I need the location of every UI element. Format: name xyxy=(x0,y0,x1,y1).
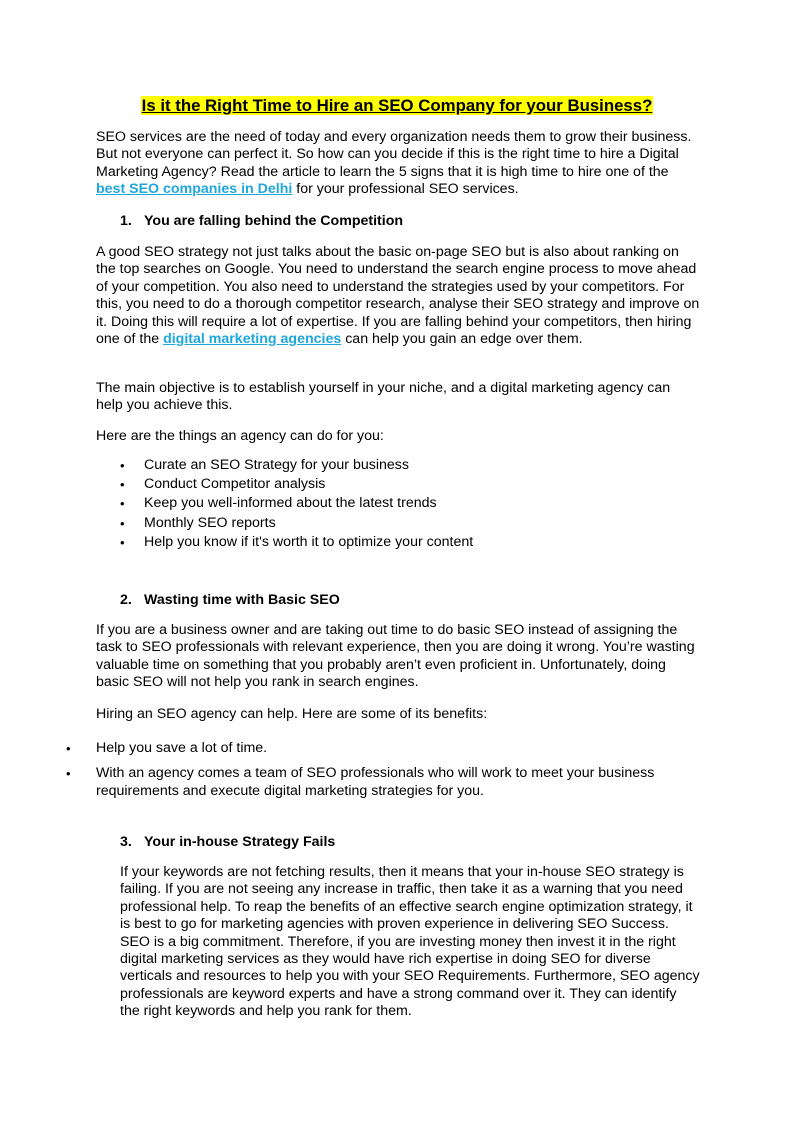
section-1-paragraph-2: The main objective is to establish yourself in your niche, and a digital marketing agency can help you achieve this. xyxy=(96,380,671,414)
section-3-heading xyxy=(120,834,335,851)
section-1-number: 1. xyxy=(120,213,132,229)
bullet-icon: • xyxy=(66,766,71,782)
intro-text: SEO services are the need of today and every organization needs them to grow their business. But not everyone can perfect it. So how can you decide if this is the right time to hire a Digital Marketing Agency? Read the article to learn the 5 signs that it is high time to hire one of the xyxy=(96,129,692,180)
bullet-icon: • xyxy=(120,496,125,512)
section-2-title: Wasting time with Basic SEO xyxy=(144,592,340,608)
list-item-text: Help you save a lot of time. xyxy=(96,740,268,756)
list-item xyxy=(120,456,680,475)
best-seo-companies-link[interactable]: best SEO companies in Delhi xyxy=(96,181,293,198)
section-1-text: A good SEO strategy not just talks about the basic on-page SEO but is also about ranking on the top searches on Google. You need to understand the search engine process to move ahead of your competition. You also need to understand the strategies used by your competitors. For this, you need to do a thorough competitor research, analyse their SEO strategy and improve on it. Doing this will require a lot of expertise. If you are falling behind your competitors, then hiring one of the xyxy=(96,244,700,348)
section-2-paragraph-1: If you are a business owner and are taking out time to do basic SEO instead of assigning the task to SEO professionals with relevant experience, then you are doing it wrong. You’re wasting valuable time on something that you probably aren’t even proficient in. Unfortunately, doing basic SEO will not help you rank in search engines. xyxy=(96,622,695,691)
list-item xyxy=(120,494,680,513)
list-item-text: Help you know if it's worth it to optimize your content xyxy=(144,533,474,550)
section-2-number: 2. xyxy=(120,592,132,608)
section-1-bullet-list xyxy=(120,456,680,552)
section-2-heading xyxy=(120,592,340,609)
list-item xyxy=(66,740,696,757)
page-title-text: Is it the Right Time to Hire an SEO Company for your Business? xyxy=(141,96,653,115)
section-3-paragraph-1: If your keywords are not fetching results, then it means that your in-house SEO strategy is failing. If you are not seeing any increase in traffic, then take it as a warning that you need professional help. To reap the benefits of an effective search engine optimization strategy, it is best to go for marketing agencies with proven experience in delivering SEO Success. SEO is a big commitment. Therefore, if you are investing money then invest it in the right digital marketing services as they would have rich expertise in doing SEO for diverse verticals and resources to help you with your SEO Requirements. Furthermore, SEO agency professionals are keyword experts and have a strong command over it. They can identify the right keywords and help you rank for them. xyxy=(120,864,700,1020)
list-item xyxy=(120,475,680,494)
section-3-title: Your in-house Strategy Fails xyxy=(144,834,336,850)
bullet-icon: • xyxy=(120,477,125,493)
section-1-paragraph-3: Here are the things an agency can do for you: xyxy=(96,428,384,444)
list-item-text: Curate an SEO Strategy for your business xyxy=(144,457,409,473)
section-2-paragraph-2: Hiring an SEO agency can help. Here are some of its benefits: xyxy=(96,706,488,722)
bullet-icon: • xyxy=(120,515,125,531)
list-item-text: With an agency comes a team of SEO professionals who will work to meet your business requirements and execute digital marketing strategies for you. xyxy=(96,765,655,799)
page-title xyxy=(0,95,794,117)
bullet-icon: • xyxy=(120,534,125,550)
section-1-heading xyxy=(120,213,403,230)
intro-text-end: for your professional SEO services. xyxy=(292,181,519,198)
list-item xyxy=(120,533,680,552)
list-item-text: Conduct Competitor analysis xyxy=(144,476,326,493)
list-item xyxy=(66,765,696,800)
list-item-text: Keep you well-informed about the latest trends xyxy=(144,495,437,512)
list-item-text: Monthly SEO reports xyxy=(144,514,276,531)
section-1-paragraph-1 xyxy=(96,244,700,348)
section-3-number: 3. xyxy=(120,834,132,850)
section-1-title: You are falling behind the Competition xyxy=(144,213,404,229)
bullet-icon: • xyxy=(120,458,125,473)
section-2-bullet-list xyxy=(66,740,696,800)
section-1-text-end: can help you gain an edge over them. xyxy=(341,331,583,348)
digital-marketing-agencies-link[interactable]: digital marketing agencies xyxy=(163,331,342,348)
bullet-icon: • xyxy=(66,741,71,756)
list-item xyxy=(120,514,680,533)
intro-paragraph xyxy=(96,129,696,199)
